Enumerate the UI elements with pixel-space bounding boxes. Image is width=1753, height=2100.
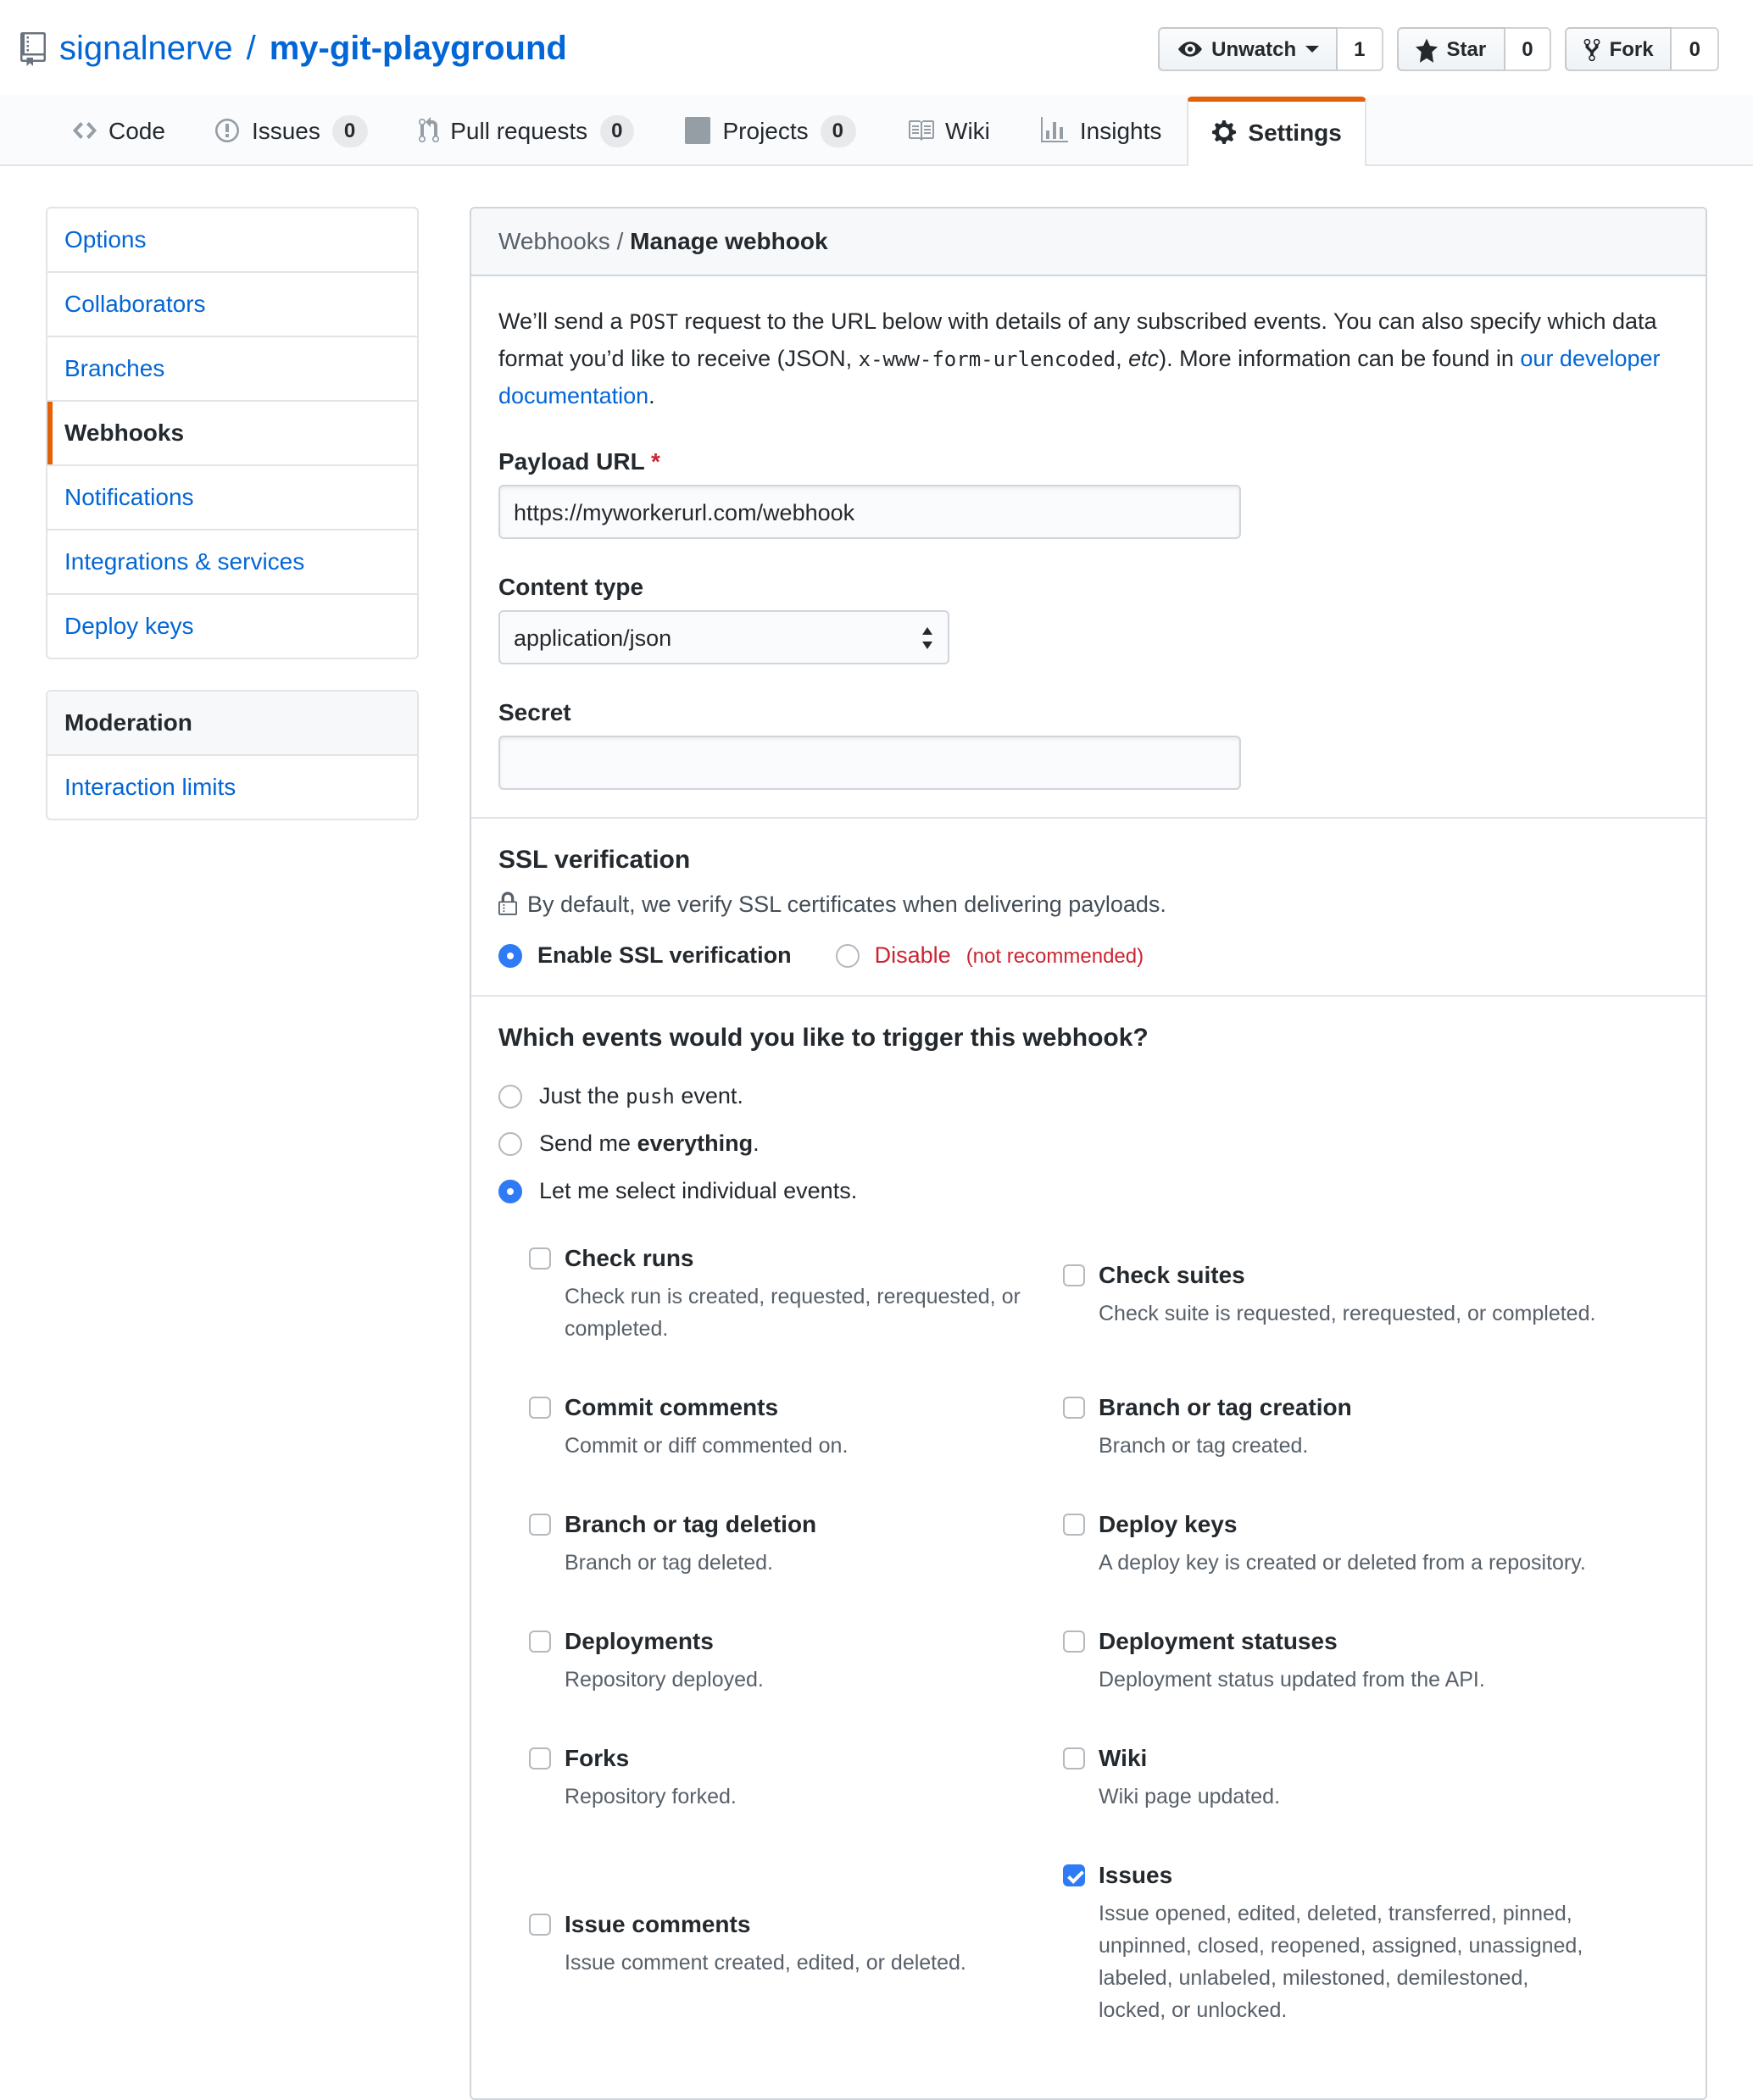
- caret-down-icon: [1305, 46, 1318, 59]
- sidebar-item-notifications[interactable]: Notifications: [47, 466, 417, 531]
- star-button[interactable]: [1398, 27, 1505, 71]
- repo-icon: [20, 32, 46, 66]
- event-option-push: Just the push event.: [498, 1083, 1678, 1108]
- enable-ssl-radio[interactable]: [498, 943, 522, 967]
- content-type-select[interactable]: [498, 610, 949, 664]
- required-asterisk: *: [651, 447, 660, 475]
- unwatch-button[interactable]: [1157, 27, 1337, 71]
- sidebar-item-deploy-keys[interactable]: Deploy keys: [64, 612, 194, 639]
- developer-docs-link[interactable]: our developer documentation: [498, 346, 1661, 408]
- event-item-deploy-keys: Deploy keys A deploy key is created or deleted from a repository.: [1063, 1507, 1597, 1580]
- events-question: Which events would you like to trigger this webhook?: [498, 1024, 1149, 1053]
- moderation-menu: [46, 690, 419, 820]
- fork-count[interactable]: 0: [1672, 27, 1719, 71]
- sidebar-item-webhooks[interactable]: Webhooks: [47, 402, 417, 466]
- select-chevrons-icon: [921, 626, 934, 648]
- page-head: [0, 0, 1753, 81]
- watch-count[interactable]: 1: [1337, 27, 1383, 71]
- webhook-form-section: [471, 276, 1706, 817]
- event-item-commit-comments: Commit comments Commit or diff commented on.: [529, 1390, 1063, 1463]
- pagehead-actions: [1157, 27, 1719, 71]
- post-code: POST: [629, 310, 678, 334]
- event-item-deployments: Deployments Repository deployed.: [529, 1624, 1063, 1697]
- star-count[interactable]: 0: [1505, 27, 1551, 71]
- book-icon: [906, 117, 933, 144]
- pulls-counter: 0: [599, 114, 634, 147]
- fork-button-group: [1566, 27, 1719, 71]
- sidebar-item-integrations[interactable]: Integrations & services: [47, 531, 417, 595]
- fork-label: Fork: [1609, 37, 1654, 61]
- settings-sidebar: [46, 207, 419, 820]
- tab-code[interactable]: Code: [47, 95, 191, 164]
- events-section: [471, 995, 1706, 2098]
- main-content: [470, 207, 1707, 2100]
- content-type-value: application/json: [514, 625, 672, 650]
- secret-label: Secret: [498, 698, 571, 725]
- tab-issues[interactable]: Issues 0: [191, 95, 392, 164]
- event-item-check-runs: Check runs Check run is created, requested, rerequested, or completed.: [529, 1241, 1063, 1346]
- unwatch-label: Unwatch: [1211, 37, 1297, 61]
- fork-button[interactable]: [1566, 27, 1672, 71]
- sidebar-item-interaction-limits[interactable]: Interaction limits: [64, 773, 237, 800]
- sidebar-item-options[interactable]: Options: [47, 208, 417, 273]
- star-label: Star: [1446, 37, 1487, 61]
- sidebar-item-collaborators[interactable]: Collaborators: [47, 273, 417, 337]
- issues-checkbox[interactable]: [1063, 1864, 1085, 1886]
- code-icon: [73, 117, 97, 144]
- event-item-branch-tag-deletion: Branch or tag deletion Branch or tag deleted.: [529, 1507, 1063, 1580]
- issues-counter: 0: [332, 114, 367, 147]
- check-runs-checkbox[interactable]: [529, 1247, 551, 1269]
- disable-ssl-radio[interactable]: [836, 943, 860, 967]
- repo-breadcrumb: [20, 27, 567, 71]
- content-type-group: [498, 573, 1678, 664]
- event-item-issue-comments: Issue comments Issue comment created, edited, or deleted.: [529, 1906, 1063, 1979]
- event-item-check-suites: Check suites Check suite is requested, rerequested, or completed.: [1063, 1257, 1597, 1330]
- deployments-checkbox[interactable]: [529, 1631, 551, 1653]
- issue-icon: [216, 117, 240, 144]
- webhook-intro: We’ll send a POST request to the URL below with details of any subscribed events. You can also specify which data format you’d like to receive (JSON, x-www-form-urlencoded, etc). More information can be found in our developer documentation.: [498, 308, 1661, 408]
- gear-icon: [1212, 119, 1236, 146]
- tab-pull-requests[interactable]: Pull requests 0: [392, 95, 659, 164]
- secret-group: [498, 698, 1678, 790]
- star-icon: [1416, 36, 1439, 62]
- sidebar-item-branches[interactable]: Branches: [47, 337, 417, 402]
- tab-wiki[interactable]: Wiki: [881, 95, 1016, 164]
- payload-url-input[interactable]: [498, 485, 1241, 539]
- event-item-issues: Issues Issue opened, edited, deleted, transferred, pinned, unpinned, closed, reopened, assigned, unassigned, labeled, unlabeled, milestoned, demilestoned, locked, or unlocked.: [1063, 1858, 1597, 2027]
- repo-separator: /: [246, 31, 256, 68]
- branch-tag-deletion-checkbox[interactable]: [529, 1514, 551, 1536]
- urlencoded-code: x-www-form-urlencoded: [858, 347, 1116, 371]
- project-icon: [686, 117, 711, 144]
- tab-projects[interactable]: Projects 0: [660, 95, 882, 164]
- disable-ssl-note: (not recommended): [966, 943, 1144, 967]
- ssl-note: By default, we verify SSL certificates when delivering payloads.: [498, 892, 1678, 917]
- event-item-wiki: Wiki Wiki page updated.: [1063, 1741, 1597, 1814]
- settings-menu: [46, 207, 419, 659]
- moderation-heading: Moderation: [47, 692, 417, 756]
- issue-comments-checkbox[interactable]: [529, 1913, 551, 1935]
- branch-tag-creation-checkbox[interactable]: [1063, 1397, 1085, 1419]
- payload-url-label: Payload URL *: [498, 447, 660, 475]
- content-type-label: Content type: [498, 573, 644, 600]
- event-option-everything: Send me everything.: [498, 1131, 1678, 1156]
- pull-request-icon: [418, 117, 438, 144]
- eye-icon: [1176, 37, 1203, 61]
- star-button-group: [1398, 27, 1552, 71]
- forks-checkbox[interactable]: [529, 1747, 551, 1769]
- projects-counter: 0: [821, 114, 855, 147]
- commit-comments-checkbox[interactable]: [529, 1397, 551, 1419]
- breadcrumb: Webhooks / Manage webhook: [471, 208, 1706, 276]
- graph-icon: [1041, 117, 1068, 144]
- repo-name-link[interactable]: my-git-playground: [269, 31, 567, 68]
- repo-owner-link[interactable]: signalnerve: [59, 31, 233, 68]
- individual-events-radio[interactable]: [498, 1179, 522, 1203]
- deployment-statuses-checkbox[interactable]: [1063, 1631, 1085, 1653]
- payload-url-group: [498, 447, 1678, 539]
- wiki-checkbox[interactable]: [1063, 1747, 1085, 1769]
- event-item-deployment-statuses: Deployment statuses Deployment status updated from the API.: [1063, 1624, 1597, 1697]
- lock-icon: [498, 892, 517, 917]
- fork-icon: [1584, 36, 1601, 62]
- tab-settings[interactable]: Settings: [1187, 97, 1366, 166]
- event-checkbox-grid: [529, 1241, 1678, 2027]
- event-option-individual: Let me select individual events.: [498, 1178, 1678, 1203]
- event-item-forks: Forks Repository forked.: [529, 1741, 1063, 1814]
- watch-button-group: [1157, 27, 1383, 71]
- secret-input[interactable]: [498, 736, 1241, 790]
- ssl-radio-group: [498, 942, 1678, 968]
- event-item-branch-tag-creation: Branch or tag creation Branch or tag created.: [1063, 1390, 1597, 1463]
- breadcrumb-current: Manage webhook: [630, 227, 828, 254]
- tab-insights[interactable]: Insights: [1016, 95, 1188, 164]
- everything-radio[interactable]: [498, 1131, 522, 1155]
- webhook-box: [470, 207, 1707, 2100]
- enable-ssl-option: Enable SSL verification: [498, 942, 792, 968]
- ssl-title: SSL verification: [498, 846, 691, 875]
- breadcrumb-webhooks-link[interactable]: Webhooks: [498, 227, 610, 254]
- disable-ssl-option: Disable (not recommended): [836, 942, 1144, 968]
- push-event-radio[interactable]: [498, 1084, 522, 1108]
- check-suites-checkbox[interactable]: [1063, 1264, 1085, 1286]
- ssl-verification-section: [471, 817, 1706, 995]
- deploy-keys-checkbox[interactable]: [1063, 1514, 1085, 1536]
- repo-nav: [0, 95, 1753, 166]
